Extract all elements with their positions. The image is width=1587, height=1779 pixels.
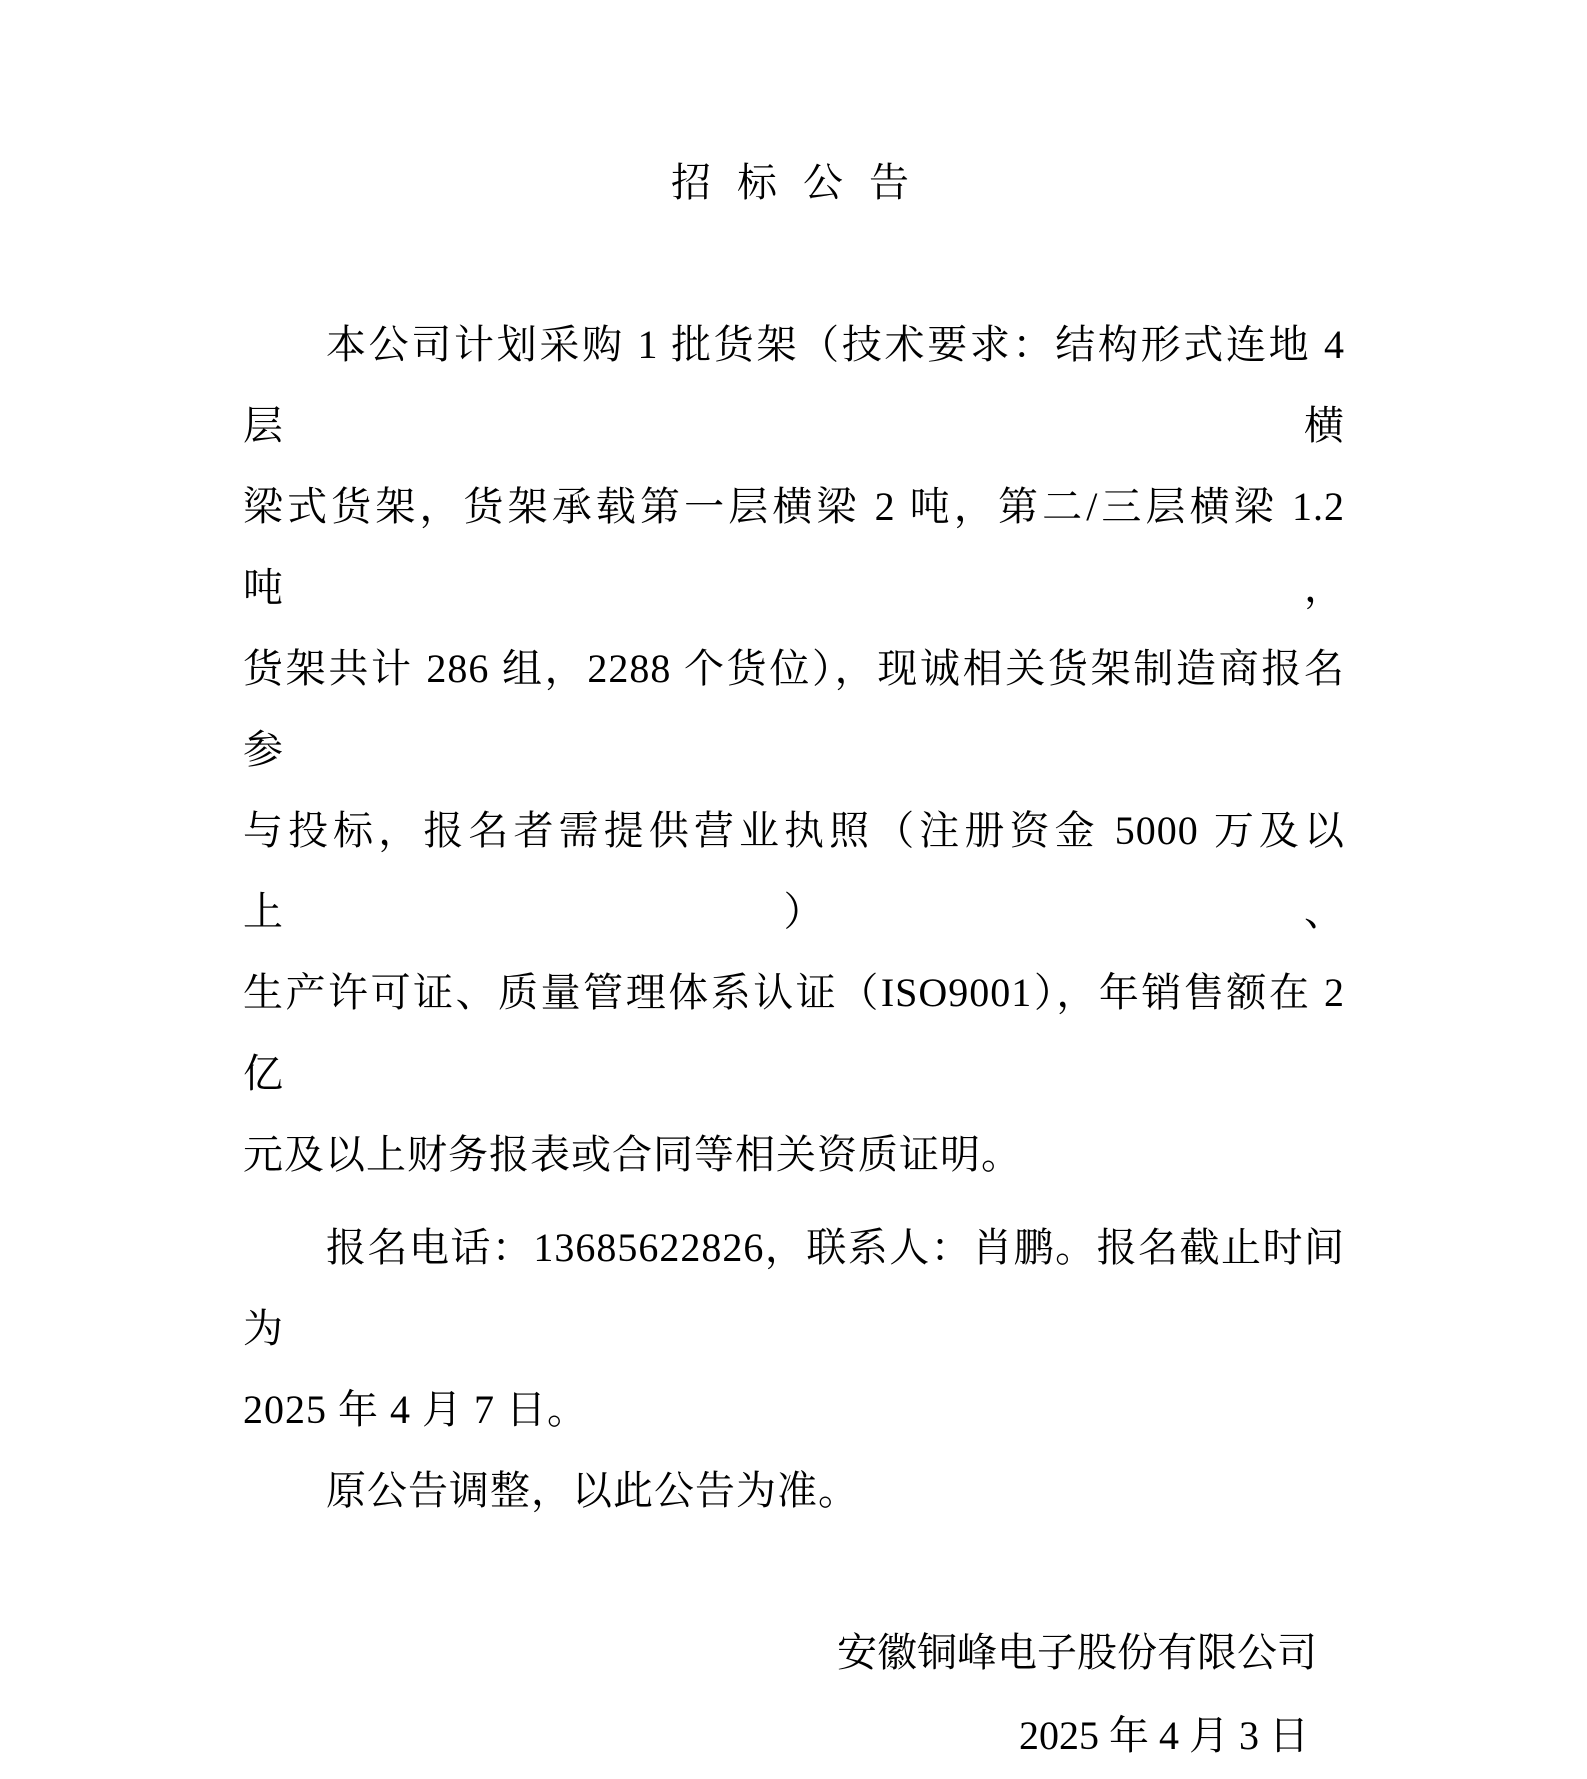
signature-block [243,1612,1345,1779]
text-line-5: 生产许可证、质量管理体系认证（ISO9001），年销售额在 2 亿 [243,970,1345,1096]
text-line-2: 梁式货架，货架承载第一层横梁 2 吨，第二/三层横梁 1.2 吨， [243,484,1345,610]
document-date: 2025 年 4 月 3 日 [1019,1713,1309,1758]
paragraph-contact [243,1207,1345,1450]
document-title: 招 标 公 告 [671,160,917,205]
text-line-4: 与投标，报名者需提供营业执照（注册资金 5000 万及以上）、 [243,808,1345,934]
text-line-9: 原公告调整，以此公告为准。 [326,1468,859,1513]
paragraph-note [243,1450,1345,1531]
text-line-8: 2025 年 4 月 7 日。 [243,1387,588,1432]
text-line-6: 元及以上财务报表或合同等相关资质证明。 [243,1132,1022,1177]
text-line-3: 货架共计 286 组，2288 个货位），现诚相关货架制造商报名参 [243,646,1345,772]
company-signature: 安徽铜峰电子股份有限公司 [837,1630,1317,1675]
paragraph-requirements [243,304,1345,1195]
text-line-1: 本公司计划采购 1 批货架（技术要求：结构形式连地 4 层横 [243,322,1345,448]
text-line-7: 报名电话：13685622826，联系人：肖鹏。报名截止时间为 [243,1225,1345,1351]
